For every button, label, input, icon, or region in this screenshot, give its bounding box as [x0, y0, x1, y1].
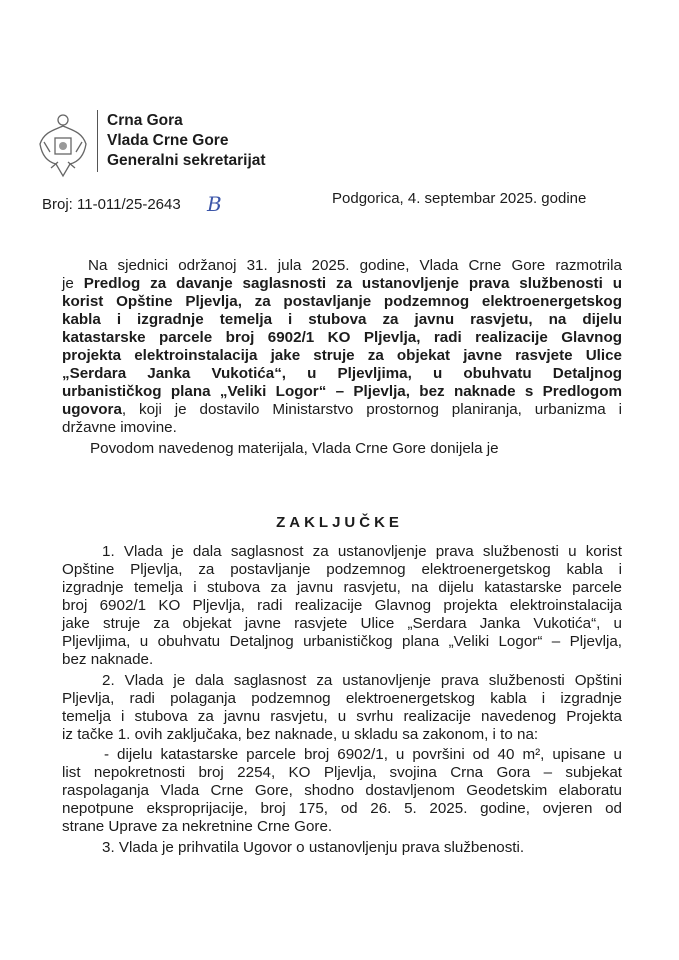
header-government: Vlada Crne Gore	[107, 132, 229, 149]
text-line	[62, 800, 622, 818]
text: , koji je dostavilo Ministarstvo prostornog planiranja, urbanizma i	[121, 401, 622, 418]
text: nepotpune eksproprijacije, broj 175, od 26. 5. 2025. godine, ovjeren od	[62, 800, 622, 817]
text-line	[88, 257, 622, 275]
text-line	[62, 419, 622, 437]
handwritten-mark: B	[207, 192, 222, 216]
text: strane Uprave za nekretnine Crne Gore.	[62, 818, 333, 835]
text: broj 6902/1 KO Pljevlja, radi realizacije Glavnog projekta elektroinstalacija	[62, 597, 622, 614]
text-line	[62, 782, 622, 800]
text-line	[102, 543, 622, 561]
text-line	[62, 615, 622, 633]
text-line	[62, 708, 622, 726]
header-country: Crna Gora	[107, 112, 183, 129]
text: - dijelu katastarske parcele broj 6902/1, u površini od 40 m², upisane u	[104, 746, 622, 763]
text-line	[62, 293, 622, 311]
text: 2. Vlada je dala saglasnost za ustanovljenje prava službenosti Opštini	[102, 672, 622, 689]
text-line	[62, 311, 622, 329]
text-line	[62, 347, 622, 365]
document-number: Broj: 11-011/25-2643	[42, 196, 181, 213]
bold-text: korist Opštine Pljevlja, za postavljanje podzemnog elektroenergetskog	[62, 293, 622, 310]
text-line	[102, 672, 622, 690]
bold-text: ugovora	[62, 401, 122, 418]
text: Povodom navedenog materijala, Vlada Crne Gore donijela je	[90, 440, 499, 457]
text-line	[104, 746, 622, 764]
bold-text: projekta elektroinstalacija jake struje za objekat javne rasvjete Ulice	[62, 347, 622, 364]
text-line	[90, 440, 622, 458]
section-title: ZAKLJUČKE	[276, 514, 403, 531]
bold-text: urbanističkog plana „Veliki Logor“ – Pljevlja, bez naknade s Predlogom	[62, 383, 622, 400]
text-line	[62, 726, 622, 744]
text-line	[62, 579, 622, 597]
text-line	[62, 597, 622, 615]
bold-text: „Serdara Janka Vukotića“, u Pljevljima, u obuhvatu Detaljnog	[62, 365, 622, 382]
text: raspolaganja Vlada Crne Gore, shodno dostavljenom Geodetskim elaboratu	[62, 782, 622, 799]
text: 1. Vlada je dala saglasnost za ustanovljenje prava službenosti u korist	[102, 543, 622, 560]
text: Pljevlja, radi polaganja podzemnog elektroenergetskog kabla i izgradnje	[62, 690, 622, 707]
text-line	[62, 383, 622, 401]
text-line	[62, 365, 622, 383]
text: Opštine Pljevlja, za postavljanje podzemnog elektroenergetskog kabla i	[62, 561, 622, 578]
text-line	[62, 651, 622, 669]
text-line	[62, 633, 622, 651]
text: Na sjednici održanoj 31. jula 2025. godine, Vlada Crne Gore razmotrila	[88, 257, 622, 274]
text-line	[62, 764, 622, 782]
bold-text: kabla i izgradnje temelja i stubova za javnu rasvjetu, na dijelu	[62, 311, 622, 328]
header-divider	[97, 110, 98, 172]
text: Pljevljima, u obuhvatu Detaljnog urbanističkog plana „Veliki Logor“ – Pljevlja,	[62, 633, 622, 650]
bold-text: katastarske parcele broj 6902/1 KO Pljevlja, radi realizacije Glavnog	[62, 329, 622, 346]
text-line	[62, 690, 622, 708]
bold-text: Predlog za davanje saglasnosti za ustanovljenje prava službenosti u	[83, 275, 622, 292]
text: bez naknade.	[62, 651, 154, 668]
text: iz tačke 1. ovih zaključaka, bez naknade, u skladu sa zakonom, i to na:	[62, 726, 539, 743]
text-line	[62, 275, 622, 293]
text: je	[62, 275, 84, 292]
text: temelja i stubova za javnu rasvjetu, u svrhu realizacije navedenog Projekta	[62, 708, 622, 725]
text-line	[62, 561, 622, 579]
text: 3. Vlada je prihvatila Ugovor o ustanovljenju prava službenosti.	[102, 839, 525, 856]
text-line	[62, 818, 622, 836]
text-line	[102, 839, 622, 857]
place-date: Podgorica, 4. septembar 2025. godine	[332, 190, 587, 207]
coat-of-arms-logo	[36, 112, 90, 180]
text: list nepokretnosti broj 2254, KO Pljevlja, svojina Crna Gora – subjekat	[62, 764, 622, 781]
text-line	[62, 401, 622, 419]
text: izgradnje temelja i stubova za javnu rasvjetu, na dijelu katastarske parcele	[62, 579, 622, 596]
text: državne imovine.	[62, 419, 177, 436]
text-line	[62, 329, 622, 347]
text: jake struje za objekat javne rasvjete Ulice „Serdara Janka Vukotića“, u	[62, 615, 622, 632]
header-secretariat: Generalni sekretarijat	[107, 152, 266, 169]
